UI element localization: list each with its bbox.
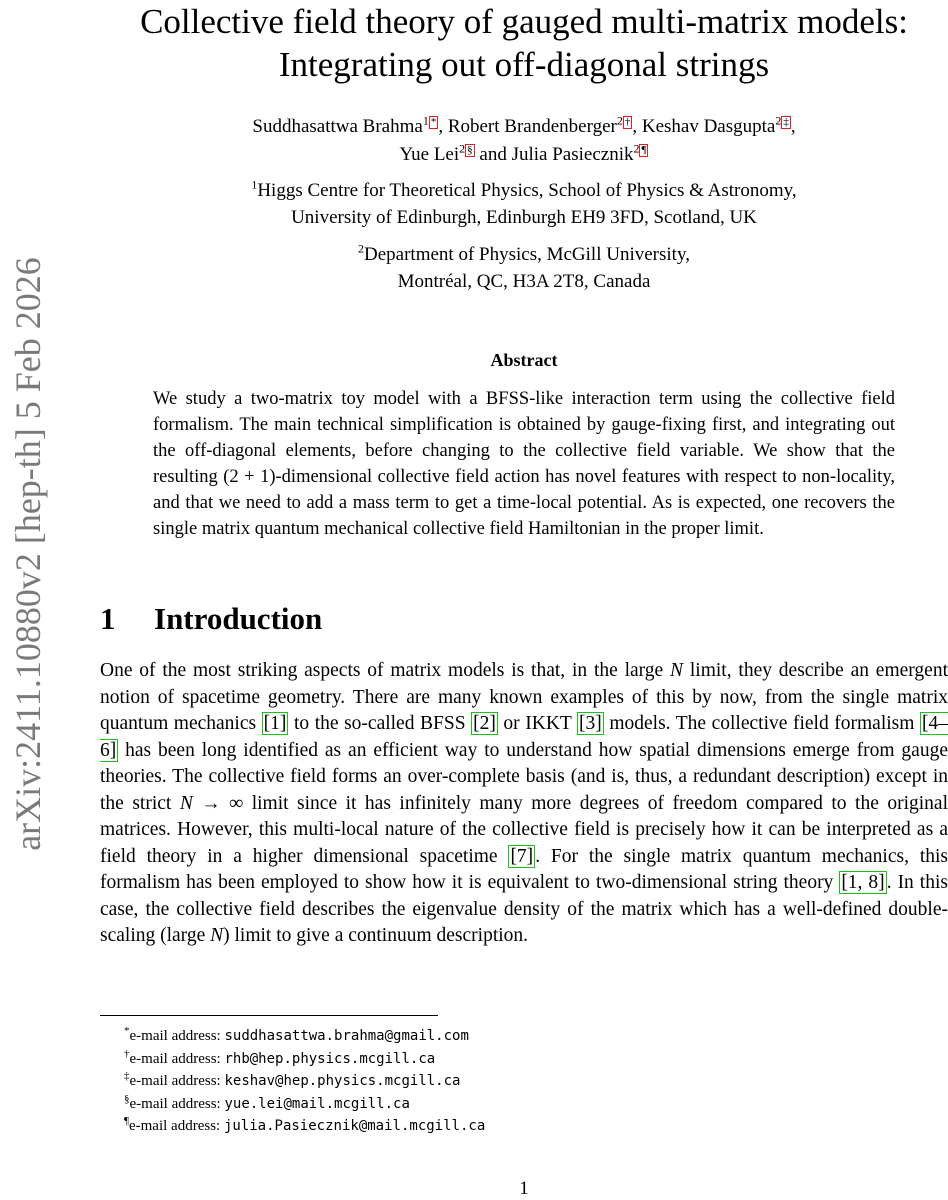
citation-link[interactable]: [7] bbox=[510, 845, 534, 867]
page-number: 1 bbox=[519, 1178, 529, 1199]
citation-link[interactable]: [2] bbox=[473, 713, 496, 734]
footnote-link[interactable]: * bbox=[430, 115, 437, 128]
email-link[interactable]: keshav@hep.physics.mcgill.ca bbox=[224, 1073, 461, 1089]
affiliation-mark: 2 bbox=[459, 141, 466, 156]
affiliation-line: University of Edinburgh, Edinburgh EH9 3FD, Scotland, UK bbox=[291, 207, 757, 228]
affiliation-line: Higgs Centre for Theoretical Physics, School of Physics & Astronomy, bbox=[257, 180, 797, 201]
section-heading bbox=[100, 601, 322, 637]
author-name: Robert Brandenberger bbox=[447, 116, 617, 137]
text-run: has been long identified as an efficient way to understand how spatial dimensions emerge from gauge theories. The collective field forms an over-complete basis (and is, thus, a redundant description) except in the strict bbox=[100, 739, 948, 814]
footnote-link[interactable]: ¶ bbox=[641, 143, 647, 156]
math-symbol: N → ∞ bbox=[179, 792, 244, 814]
email-link[interactable]: yue.lei@mail.mcgill.ca bbox=[224, 1095, 410, 1112]
text-run: . For the single matrix quantum mechanics, this formalism has been employed to show how it is equivalent to two-dimensional string theory bbox=[100, 845, 948, 893]
author-separator: , bbox=[790, 116, 796, 137]
footnote-item bbox=[124, 1093, 924, 1116]
email-link[interactable]: julia.Pasiecznik@mail.mcgill.ca bbox=[223, 1118, 486, 1134]
email-link[interactable]: rhb@hep.physics.mcgill.ca bbox=[224, 1050, 436, 1067]
text-run: or IKKT bbox=[497, 713, 578, 734]
text-run: One of the most striking aspects of matrix models is that, in the large bbox=[100, 660, 671, 681]
footnote-mark: ‡ bbox=[124, 1070, 130, 1082]
footnote-item bbox=[124, 1070, 924, 1093]
affiliation-mark: 2 bbox=[616, 113, 623, 128]
footnote-mark: † bbox=[124, 1047, 130, 1060]
footnotes bbox=[124, 1025, 924, 1138]
affiliation-number: 1 bbox=[251, 177, 258, 192]
affiliation-mark: 2 bbox=[633, 141, 640, 156]
author-separator: , bbox=[632, 116, 642, 137]
text-run: ) limit to give a continuum description. bbox=[223, 925, 529, 946]
footnote-mark: § bbox=[124, 1092, 130, 1105]
footnote-link[interactable]: § bbox=[467, 143, 473, 156]
footnote-link[interactable]: ‡ bbox=[783, 115, 789, 128]
footnote-mark: ¶ bbox=[124, 1115, 129, 1127]
arxiv-identifier: arXiv:2411.10880v2 [hep-th] 5 Feb 2026 bbox=[8, 257, 48, 851]
affiliation-line: Montréal, QC, H3A 2T8, Canada bbox=[397, 271, 651, 292]
footnote-label: e-mail address: bbox=[129, 1050, 225, 1067]
text-run: models. The collective field formalism bbox=[603, 713, 920, 734]
title-line-1: Collective field theory of gauged multi-matrix models: bbox=[140, 2, 908, 41]
author-separator: and bbox=[474, 144, 512, 165]
citation-link[interactable]: [4–6] bbox=[100, 713, 948, 761]
citation-link[interactable]: [1] bbox=[263, 713, 287, 734]
author-name: Suddhasattwa Brahma bbox=[252, 116, 423, 137]
text-run: to the so-called BFSS bbox=[288, 713, 472, 734]
email-link[interactable]: suddhasattwa.brahma@gmail.com bbox=[224, 1028, 469, 1044]
author-name: Yue Lei bbox=[399, 144, 460, 165]
citation-link[interactable]: [1, 8] bbox=[841, 872, 885, 893]
footnote-label: e-mail address: bbox=[129, 1073, 225, 1089]
text-run: limit since it has infinitely many more degrees of freedom compared to the original matrices. However, this multi-local nature of the collective field is precisely how it can be interpreted as a field theory in a higher dimensional spacetime bbox=[100, 792, 948, 867]
paper-title bbox=[100, 0, 948, 86]
title-line-2: Integrating out off-diagonal strings bbox=[278, 45, 770, 84]
footnote-mark: * bbox=[124, 1025, 130, 1037]
abstract-heading: Abstract bbox=[490, 350, 558, 370]
section-title: Introduction bbox=[154, 601, 323, 636]
affiliation-1 bbox=[100, 177, 948, 231]
text-run: limit, they describe an emergent notion of spacetime geometry. There are many known examples of this by now, from the single matrix quantum mechanics bbox=[100, 660, 948, 734]
math-symbol: N bbox=[670, 660, 684, 681]
footnote-label: e-mail address: bbox=[129, 1028, 225, 1044]
footnote-item bbox=[124, 1115, 924, 1138]
abstract-text: We study a two-matrix toy model with a BFSS-like interaction term using the collective field formalism. The main technical simplification is obtained by gauge-fixing first, and integrating out the off-diagonal elements, before changing to the collective field variable. We show that the resulting (2 + 1)-dimensional collective field action has novel features with respect to non-locality, and that we need to add a mass term to get a time-local potential. As is expected, one recovers the single matrix quantum mechanical collective field Hamiltonian in the proper limit. bbox=[153, 389, 895, 539]
intro-paragraph bbox=[100, 658, 948, 950]
text-run: . In this case, the collective field describes the eigenvalue density of the matrix which has a well-defined double-scaling (large bbox=[100, 872, 948, 946]
citation-link[interactable]: [3] bbox=[579, 713, 602, 734]
author-name: Keshav Dasgupta bbox=[641, 116, 776, 137]
affiliation-2 bbox=[100, 241, 948, 295]
affiliation-line: Department of Physics, McGill University, bbox=[364, 244, 690, 265]
footnote-item bbox=[124, 1025, 924, 1048]
affiliation-number: 2 bbox=[358, 241, 365, 256]
author-list bbox=[100, 113, 948, 169]
footnote-label: e-mail address: bbox=[129, 1095, 225, 1112]
section-number: 1 bbox=[100, 601, 116, 636]
footnote-item bbox=[124, 1048, 924, 1071]
author-name: Julia Pasiecznik bbox=[511, 144, 634, 165]
author-separator: , bbox=[438, 116, 448, 137]
affiliation-mark: 1 bbox=[422, 113, 429, 128]
footnote-divider bbox=[100, 1015, 438, 1016]
footnote-label: e-mail address: bbox=[128, 1118, 224, 1134]
affiliation-mark: 2 bbox=[775, 113, 782, 128]
math-symbol: N bbox=[210, 925, 224, 946]
footnote-link[interactable]: † bbox=[624, 115, 631, 128]
